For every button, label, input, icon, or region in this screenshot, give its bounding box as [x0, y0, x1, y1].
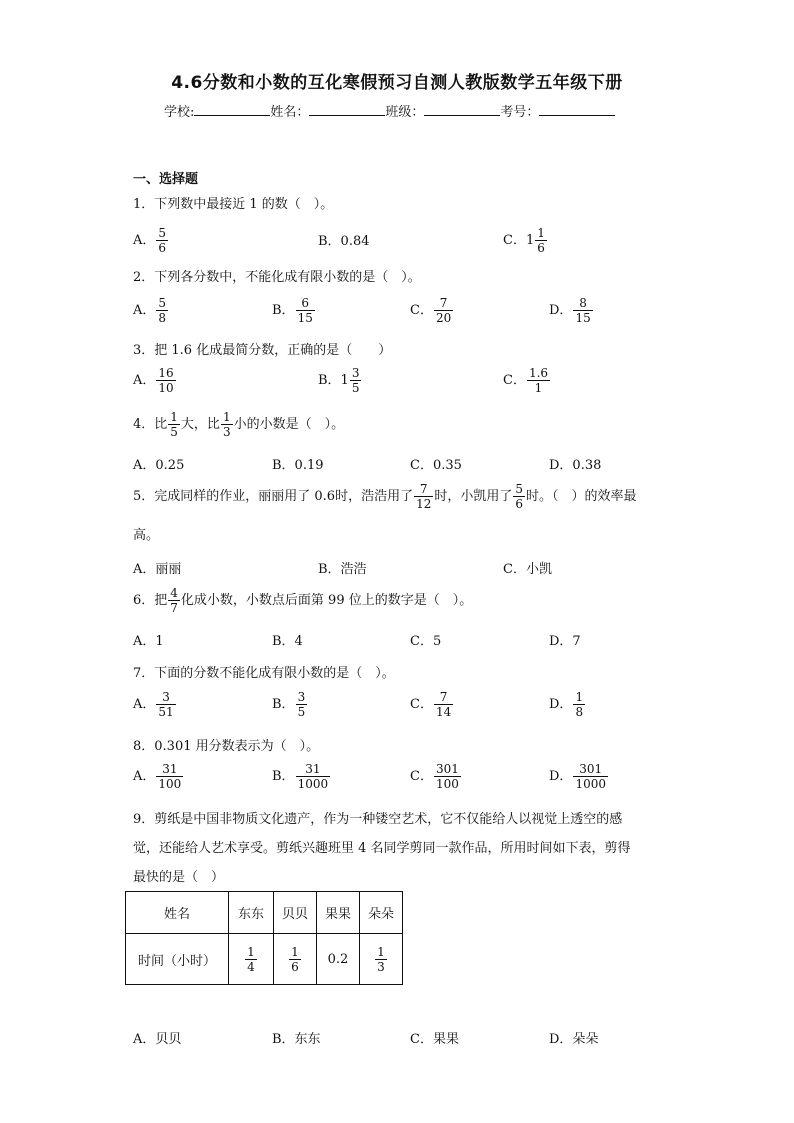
q1-option-a: A． $\frac{5}{6}$: [133, 226, 167, 255]
q2-option-a: A． $\frac{5}{8}$: [133, 296, 167, 325]
q8-option-d: D． $\frac{301}{1000}$: [549, 762, 606, 791]
question-6: 6．把 $\frac{4}{7}$ 化成小数，小数点后面第 99 位上的数字是（ ）。: [133, 586, 473, 615]
table-cell: $\frac{1}{6}$: [274, 934, 317, 985]
question-2: 2．下列各分数中，不能化成有限小数的是（ ）。: [133, 270, 421, 285]
q9-option-d: D．朵朵: [549, 1032, 599, 1047]
table-cell: $\frac{1}{4}$: [229, 934, 274, 985]
student-info-line: [164, 101, 615, 120]
table-row-label: 时间（小时）: [126, 934, 229, 985]
table-header-row: [126, 892, 403, 934]
exam-no-blank: [539, 103, 615, 116]
q4-option-c: C．0.35: [410, 458, 462, 473]
q8-option-b: B． $\frac{31}{1000}$: [272, 762, 329, 791]
question-5-line-2: 高。: [133, 528, 160, 543]
q1-option-c: C．1 $\frac{1}{6}$: [503, 226, 545, 255]
question-9: 9．剪纸是中国非物质文化遗产，作为一种镂空艺术，它不仅能给人以视觉上透空的感: [133, 812, 623, 827]
table-header-cell: 果果: [317, 892, 360, 934]
table-header-cell: 东东: [229, 892, 274, 934]
question-3: 3．把 1.6 化成最简分数，正确的是（ ）: [133, 343, 392, 358]
page-title: 4.6分数和小数的互化寒假预习自测人教版数学五年级下册: [171, 73, 623, 93]
table-cell: 0.2: [317, 934, 360, 985]
q5-option-a: A．丽丽: [133, 562, 182, 577]
school-label: 学校:: [164, 105, 195, 120]
q9-option-b: B．东东: [272, 1032, 321, 1047]
q7-option-d: D． $\frac{1}{8}$: [549, 690, 584, 719]
q7-option-c: C． $\frac{7}{14}$: [410, 690, 452, 719]
q6-option-d: D．7: [549, 634, 581, 649]
q8-option-a: A． $\frac{31}{100}$: [133, 762, 182, 791]
q5-option-c: C．小凯: [503, 562, 552, 577]
q3-option-c: C． $\frac{1.6}{1}$: [503, 366, 549, 395]
school-blank: [194, 103, 270, 116]
q6-option-a: A．1: [133, 634, 164, 649]
question-8: 8．0.301 用分数表示为（ ）。: [133, 739, 320, 754]
q4-option-a: A．0.25: [133, 458, 185, 473]
q1-option-b: B．0.84: [318, 234, 370, 249]
question-1: 1．下列数中最接近 1 的数（ ）。: [133, 197, 334, 212]
exam-no-label: 考号：: [500, 105, 540, 120]
q9-option-c: C．果果: [410, 1032, 459, 1047]
q2-option-c: C． $\frac{7}{20}$: [410, 296, 452, 325]
q7-option-b: B． $\frac{3}{5}$: [272, 690, 306, 719]
name-blank: [309, 103, 385, 116]
table-row: [126, 934, 403, 985]
table-header-cell: 贝贝: [274, 892, 317, 934]
q4-option-d: D．0.38: [549, 458, 602, 473]
question-5: 5．完成同样的作业，丽丽用了 0.6时，浩浩用了 $\frac{7}{12}$ 时，小凯用了 $\frac{5}{6}$ 时。（ ）的效率最: [133, 482, 637, 511]
q2-option-b: B． $\frac{6}{15}$: [272, 296, 313, 325]
question-4: 4．比 $\frac{1}{5}$ 大，比 $\frac{1}{3}$ 小的小数是（ ）。: [133, 410, 345, 439]
class-blank: [424, 103, 500, 116]
q8-option-c: C． $\frac{301}{100}$: [410, 762, 459, 791]
table-cell: $\frac{1}{3}$: [360, 934, 403, 985]
class-label: 班级：: [385, 105, 425, 120]
table-header-cell: 朵朵: [360, 892, 403, 934]
question-9-line-3: 最快的是（ ）: [133, 870, 225, 885]
q3-option-b: B．1 $\frac{3}{5}$: [318, 366, 360, 395]
q4-option-b: B．0.19: [272, 458, 324, 473]
q7-option-a: A． $\frac{3}{51}$: [133, 690, 174, 719]
q5-option-b: B．浩浩: [318, 562, 367, 577]
table-header-cell: 姓名: [126, 892, 229, 934]
name-label: 姓名：: [270, 105, 310, 120]
q3-option-a: A． $\frac{16}{10}$: [133, 366, 174, 395]
section-heading: 一、选择题: [133, 172, 199, 187]
question-7: 7．下面的分数不能化成有限小数的是（ ）。: [133, 666, 395, 681]
q9-option-a: A．贝贝: [133, 1032, 182, 1047]
q6-option-c: C．5: [410, 634, 442, 649]
q6-option-b: B．4: [272, 634, 303, 649]
q2-option-d: D． $\frac{8}{15}$: [549, 296, 591, 325]
time-table: [125, 891, 403, 985]
question-9-line-2: 觉，还能给人艺术享受。剪纸兴趣班里 4 名同学剪同一款作品，所用时间如下表，剪得: [133, 841, 631, 856]
